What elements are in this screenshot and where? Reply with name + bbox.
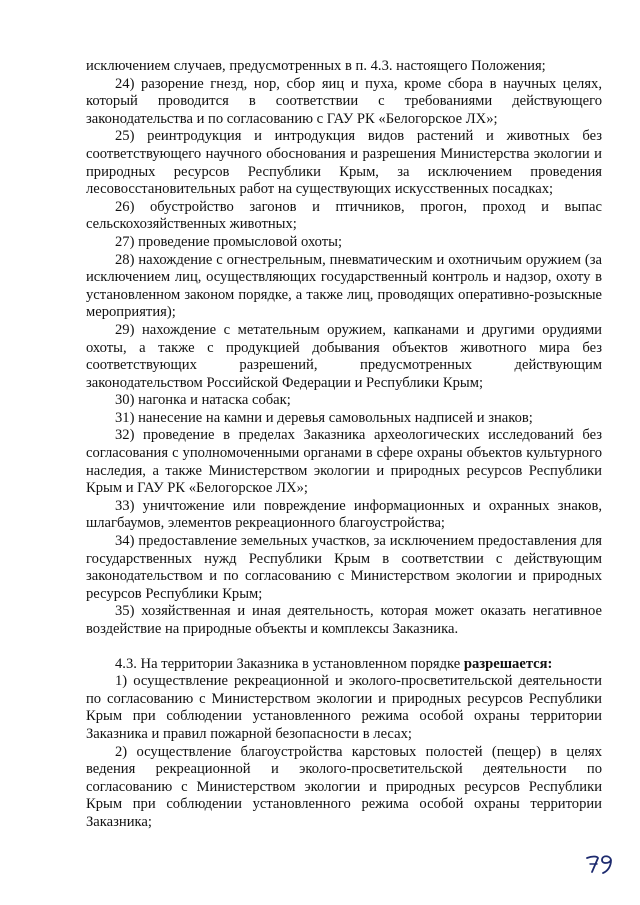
document-page [86,58,602,832]
paragraph: 2) осуществление благоустройства карстовых полостей (пещер) в целях ведения рекреационной и эколого-просветительской деятельности по согласованию с Министерством экологии и природных ресурсов Республики Крым при соблюдении установленного режима особой охраны территории Заказника; [86,743,602,830]
paragraph: 25) реинтродукция и интродукция видов растений и животных без соответствующего научного обоснования и разрешения Министерства экологии и природных ресурсов Республики Крым, за исключением проведения лесовосстановительных работ на существующих искусственных посадках; [86,128,602,198]
section-heading-bold: разрешается: [463,655,553,672]
prohibitions-list [86,58,602,639]
paragraph: 27) проведение промысловой охоты; [115,233,343,250]
paragraph: 35) хозяйственная и иная деятельность, которая может оказать негативное воздействие на природные объекты и комплексы Заказника. [86,603,602,637]
paragraph-gap [86,639,602,656]
paragraph: 34) предоставление земельных участков, за исключением предоставления для государственных нужд Республики Крым в соответствии с действующим законодательством и по согласованию с Министерством экологии и природных ресурсов Республики Крым; [86,533,602,602]
permissions-list [86,673,602,831]
paragraph: 30) нагонка и натаска собак; [115,392,291,409]
paragraph: исключением случаев, предусмотренных в п. 4.3. настоящего Положения; [86,58,546,74]
paragraph: 33) уничтожение или повреждение информационных и охранных знаков, шлагбаумов, элементов рекреационного благоустройства; [86,497,602,532]
paragraph: 31) нанесение на камни и деревья самовольных надписей и знаков; [115,409,533,426]
handwritten-page-mark [584,852,616,876]
section-heading-text: 4.3. На территории Заказника в установленном порядке [115,655,464,672]
paragraph: 1) осуществление рекреационной и эколого-просветительской деятельности по согласованию с Министерством экологии и природных ресурсов Республики Крым при соблюдении установленного режима особой охраны территории Заказника и правил пожарной безопасности в лесах; [86,673,602,742]
paragraph: 26) обустройство загонов и птичников, прогон, проход и выпас сельскохозяйственных животных; [86,198,602,233]
paragraph: 32) проведение в пределах Заказника археологических исследований без согласования с уполномоченными органами в сфере охраны объектов культурного наследия, а также Министерством экологии и природных ресурсов Республики Крым и ГАУ РК «Белогорское ЛХ»; [86,427,602,497]
paragraph: 28) нахождение с огнестрельным, пневматическим и охотничьим оружием (за исключением лиц, осуществляющих государственный контроль и надзор, охоту в установленном законом порядке, а также лиц, проводящих оперативно-розыскные мероприятия); [86,251,602,321]
paragraph: 24) разорение гнезд, нор, сбор яиц и пуха, кроме сбора в научных целях, который проводится в соответствии с требованиями действующего законодательства и по согласованию с ГАУ РК «Белогорское ЛХ»; [86,75,602,127]
section-heading [86,656,602,674]
paragraph: 29) нахождение с метательным оружием, капканами и другими орудиями охоты, а также с продукцией добывания объектов животного мира без соответствующих разрешений, предусмотренных действующим законодательством Российской Федерации и Республики Крым; [86,321,602,391]
